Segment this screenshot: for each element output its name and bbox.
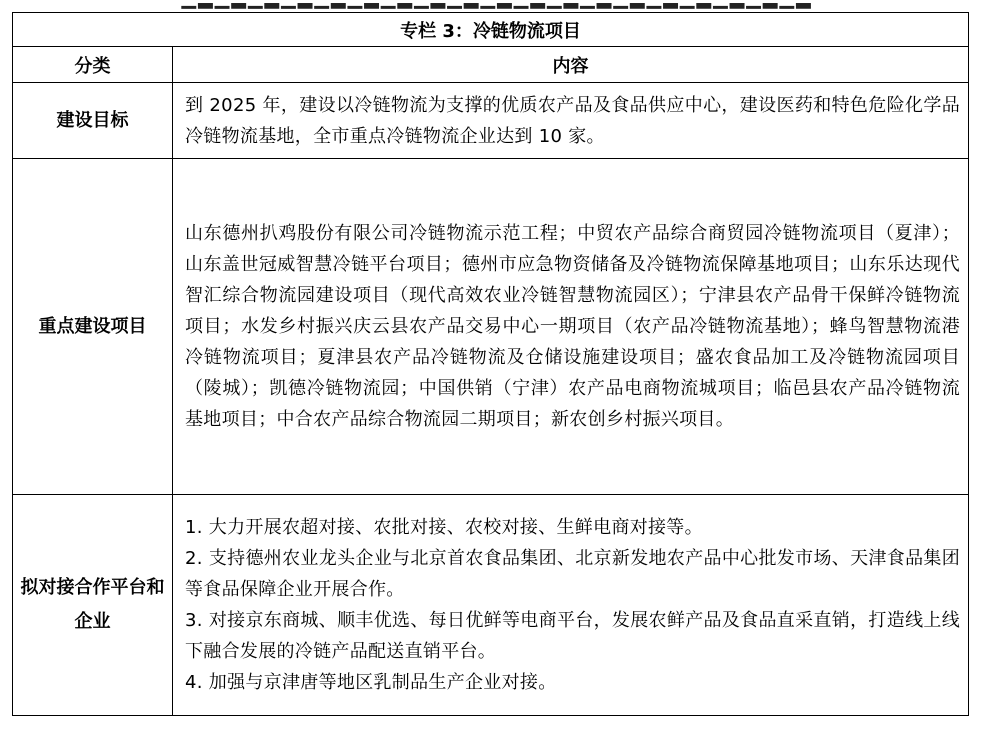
list-item: 1. 大力开展农超对接、农批对接、农校对接、生鲜电商对接等。 — [185, 517, 703, 538]
table-header-row — [13, 47, 969, 83]
table-row — [13, 159, 969, 495]
list-item: 4. 加强与京津唐等地区乳制品生产企业对接。 — [185, 672, 557, 693]
row-category-label: 重点建设项目 — [38, 315, 147, 337]
table-title-row — [13, 13, 969, 47]
table-row — [13, 495, 969, 716]
cropped-text-remnant — [0, 0, 994, 9]
list-item: 2. 支持德州农业龙头企业与北京首农食品集团、北京新发地农产品中心批发市场、天津食品集团等食品保障企业开展合作。 — [185, 548, 961, 600]
table-row — [13, 83, 969, 159]
table-title: 专栏 3：冷链物流项目 — [13, 13, 969, 47]
list-item: 3. 对接京东商城、顺丰优选、每日优鲜等电商平台，发展农鲜产品及食品直采直销，打造线上线下融合发展的冷链产品配送直销平台。 — [185, 610, 961, 662]
row-category-partners: 拟对接合作平台和企业 — [13, 495, 173, 716]
header-content: 内容 — [173, 47, 969, 83]
row-content-key-projects: 山东德州扒鸡股份有限公司冷链物流示范工程；中贸农产品综合商贸园冷链物流项目（夏津）；山东盖世冠威智慧冷链平台项目；德州市应急物资储备及冷链物流保障基地项目；山东乐达现代智汇综合物流园建设项目（现代高效农业冷链智慧物流园区）；宁津县农产品骨干保鲜冷链物流项目；水发乡村振兴庆云县农产品交易中心一期项目（农产品冷链物流基地）；蜂鸟智慧物流港冷链物流项目；夏津县农产品冷链物流及仓储设施建设项目；盛农食品加工及冷链物流园项目（陵城）；凯德冷链物流园；中国供销（宁津）农产品电商物流城项目；临邑县农产品冷链物流基地项目；中合农产品综合物流园二期项目；新农创乡村振兴项目。 — [173, 159, 969, 495]
header-category: 分类 — [13, 47, 173, 83]
cold-chain-project-table — [12, 12, 969, 716]
row-content-partners — [173, 495, 969, 716]
row-category-goals: 建设目标 — [13, 83, 173, 159]
row-content-goals: 到 2025 年，建设以冷链物流为支撑的优质农产品及食品供应中心，建设医药和特色危险化学品冷链物流基地，全市重点冷链物流企业达到 10 家。 — [173, 83, 969, 159]
row-category-key-projects — [13, 159, 173, 495]
cropped-previous-line — [0, 0, 994, 6]
